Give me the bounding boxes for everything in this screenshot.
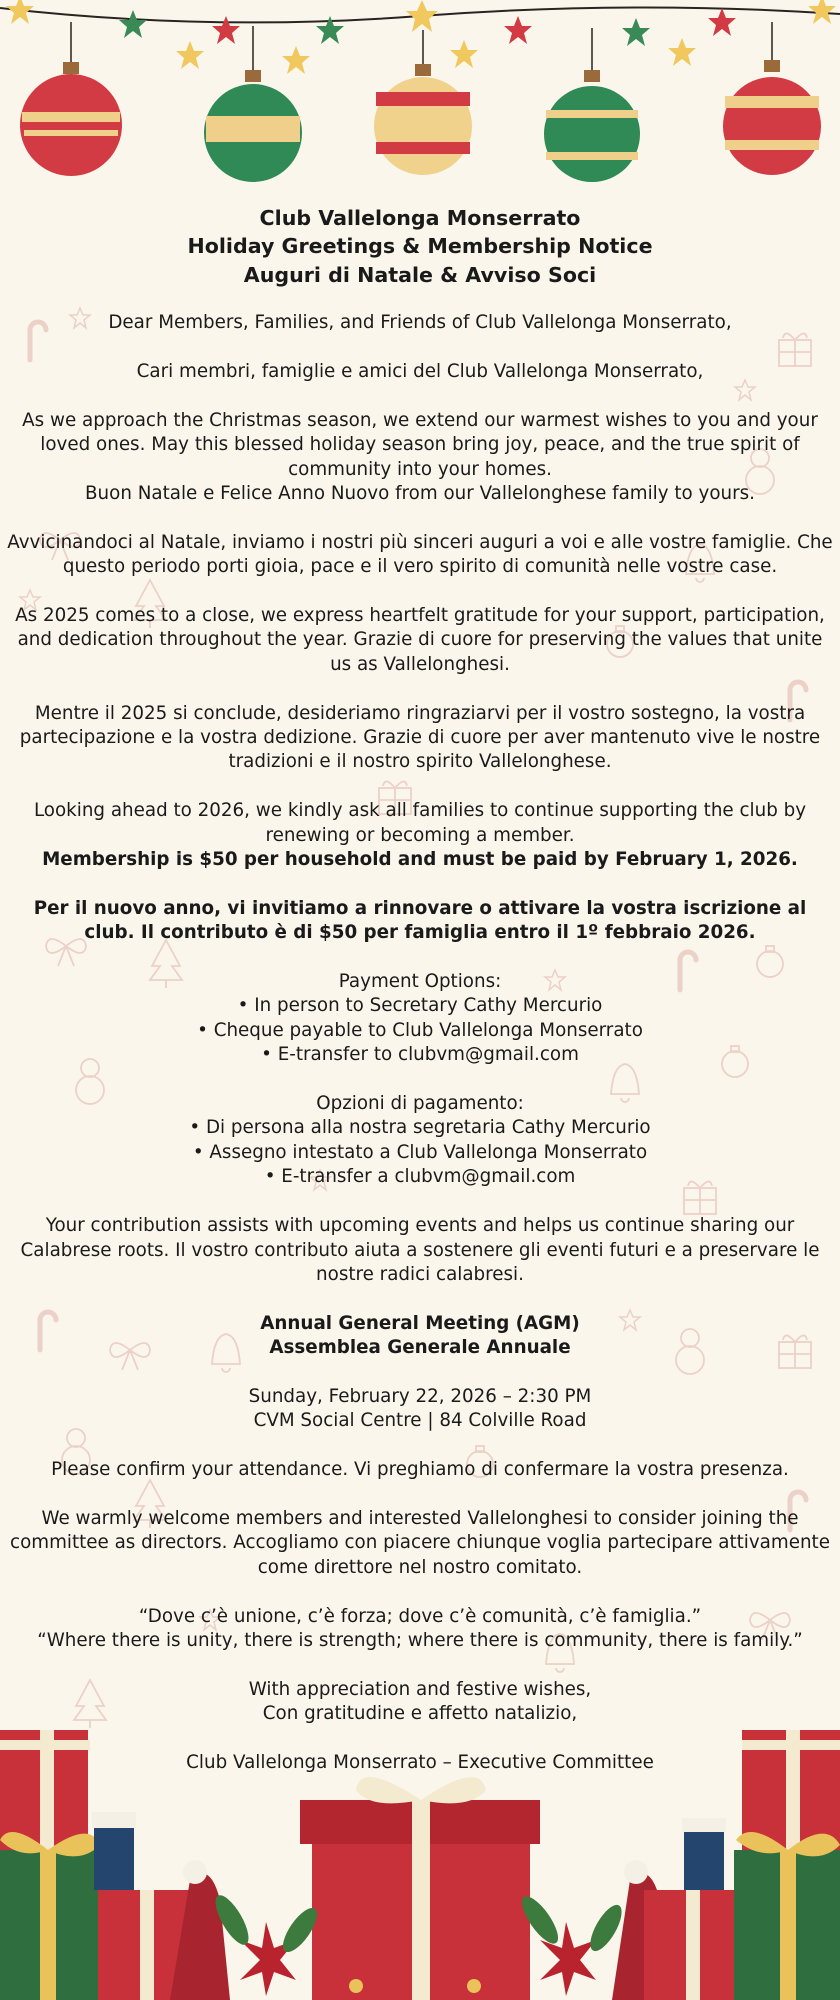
letter-body [6,204,834,1775]
motto-quote [6,1605,834,1654]
payment-option-item: • Assegno intestato a Club Vallelonga Monserrato [192,1141,648,1163]
agm-heading [6,1312,834,1361]
agm-date: Sunday, February 22, 2026 – 2:30 PM [248,1385,592,1407]
gift-box-center [300,1777,540,2000]
gratitude-paragraph-english: As 2025 comes to a close, we express heartfelt gratitude for your support, participation, and dedication throughout the year. Grazie di cuore for preserving the values that unite us as Vallelonghesi. [15,605,825,675]
gift-box [0,1832,100,2000]
christmas-paragraph-italian: Avvicinandoci al Natale, inviamo i nostri più sinceri auguri a voi e alle vostre famiglie. Che questo periodo porti gioia, pace e il vero spirito di comunità nelle vostre case. [7,531,833,578]
italian-heading: Auguri di Natale & Avviso Soci [243,262,597,287]
signature: Club Vallelonga Monserrato – Executive Committee [186,1751,654,1773]
christmas-wishes-english: As we approach the Christmas season, we extend our warmest wishes to you and your loved ones. May this blessed holiday season bring joy, peace, and the true spirit of community into your homes. [22,409,818,480]
salutation-english: Dear Members, Families, and Friends of Club Vallelonga Monserrato, [108,312,732,334]
stocking [92,1812,136,1890]
agm-details [6,1385,834,1434]
payment-option-item: • E-transfer to clubvm@gmail.com [261,1044,579,1066]
agm-title-english: Annual General Meeting (AGM) [260,1312,580,1334]
membership-fee-english: Membership is $50 per household and must be paid by February 1, 2026. [42,849,798,871]
payment-heading-italian: Opzioni di pagamento: [316,1093,524,1115]
payment-options-italian [6,1092,834,1190]
bauble-ornament [20,22,122,176]
gift-box [644,1890,740,2000]
payment-option-item: • Di persona alla nostra segretaria Cathy Mercurio [189,1117,651,1139]
payment-heading-english: Payment Options: [338,971,502,993]
letter-title [6,204,834,289]
buon-natale-line: Buon Natale e Felice Anno Nuovo from our Vallelonghese family to yours. [85,483,755,505]
payment-option-item: • In person to Secretary Cathy Mercurio [237,995,603,1017]
membership-fee-italian: Per il nuovo anno, vi invitiamo a rinnovare o attivare la vostra iscrizione al club. Il contributo è di $50 per famiglia entro il 1º febbraio 2026. [33,897,807,944]
closing-italian: Con gratitudine e affetto natalizio, [262,1703,578,1725]
contribution-paragraph: Your contribution assists with upcoming events and helps us continue sharing our Calabrese roots. Il vostro contributo aiuta a sostenere gli eventi futuri e a preservare le nostre radici calabresi. [20,1215,820,1285]
agm-location: CVM Social Centre | 84 Colville Road [253,1410,587,1432]
payment-options-english [6,970,834,1068]
salutation-italian: Cari membri, famiglie e amici del Club Vallelonga Monserrato, [136,361,704,383]
closing [6,1678,834,1727]
closing-english: With appreciation and festive wishes, [248,1678,592,1700]
top-garland-decoration [0,0,840,195]
membership-paragraph [6,799,834,872]
bauble-ornament [723,22,821,175]
agm-title-italian: Assemblea Generale Annuale [269,1337,571,1359]
christmas-paragraph-english [6,409,834,507]
rsvp-paragraph: Please confirm your attendance. Vi preghiamo di confermare la vostra presenza. [51,1459,789,1481]
garland-star-red [212,8,736,44]
gratitude-paragraph-italian: Mentre il 2025 si conclude, desideriamo ringraziarvi per il vostro sostegno, la vostra partecipazione e la vostra dedizione. Grazie di cuore per aver mantenuto vive le nostre tradizioni e il nostro spirito Vallelonghese. [19,702,821,773]
gift-box [734,1832,840,2000]
renewal-request: Looking ahead to 2026, we kindly ask all families to continue supporting the club by renewing or becoming a member. [33,800,807,846]
club-name-heading: Club Vallelonga Monserrato [259,206,581,230]
quote-italian: “Dove c’è unione, c’è forza; dove c’è comunità, c’è famiglia.” [138,1605,702,1627]
garland-star-green [119,10,650,46]
english-heading: Holiday Greetings & Membership Notice [187,234,653,259]
payment-option-item: • E-transfer a clubvm@gmail.com [264,1166,576,1188]
bauble-ornament [204,26,302,182]
payment-option-item: • Cheque payable to Club Vallelonga Monserrato [197,1019,643,1041]
stocking [682,1818,726,1890]
garland-star [6,0,836,74]
bauble-ornament [544,28,640,182]
committee-paragraph: We warmly welcome members and interested Vallelonghesi to consider joining the committee as directors. Accogliamo con piacere chiunque voglia partecipare attivamente come direttore nel nostro comitato. [10,1507,830,1578]
quote-english: “Where there is unity, there is strength; where there is community, there is family.” [37,1629,803,1651]
